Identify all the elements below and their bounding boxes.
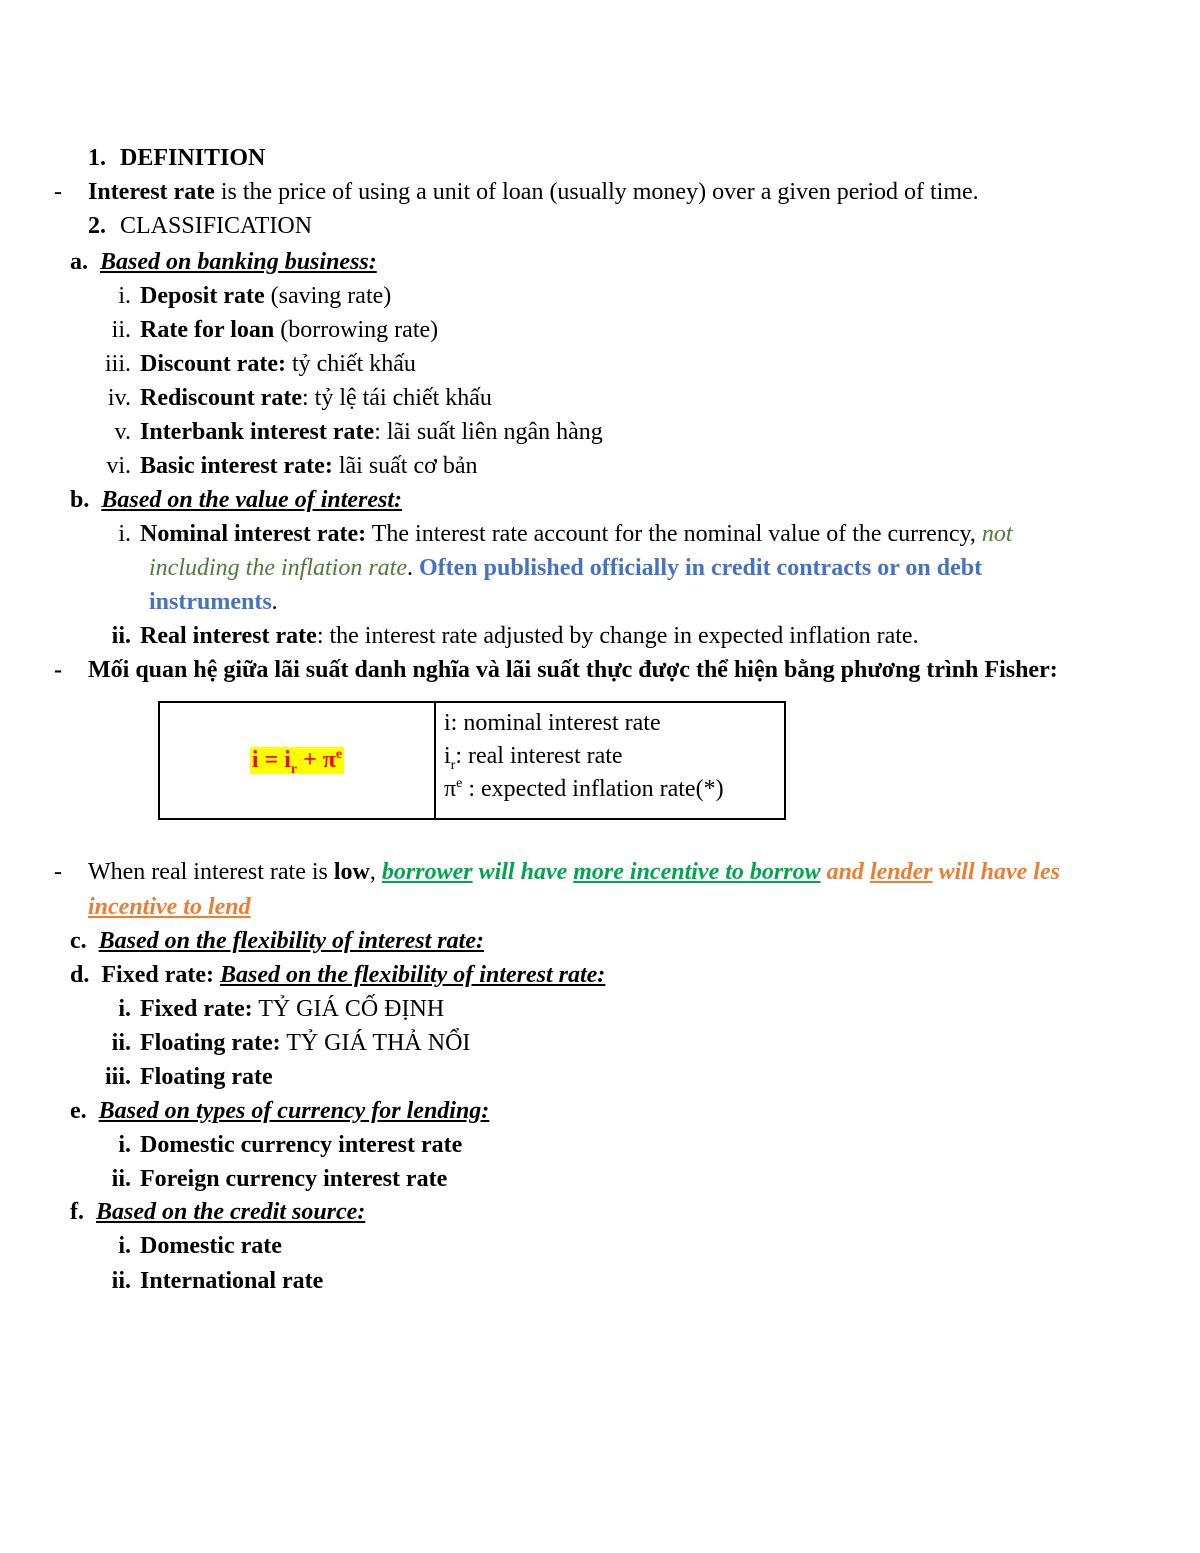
section-title: CLASSIFICATION xyxy=(120,213,313,239)
symbol: π xyxy=(444,776,457,802)
group-title: Based on the flexibility of interest rate: xyxy=(98,928,484,954)
fisher-formula xyxy=(250,747,344,777)
symbol: i xyxy=(444,743,451,769)
roman-numeral: ii. xyxy=(111,1166,131,1192)
item-text: : the interest rate adjusted by change in expected inflation rate. xyxy=(316,623,919,649)
group-title: Based on the value of interest: xyxy=(101,487,403,513)
group-d-heading xyxy=(70,960,605,990)
item-term: Nominal interest rate: xyxy=(140,521,367,547)
item-text: (saving rate) xyxy=(264,283,392,309)
item-term: Floating rate xyxy=(140,1064,273,1090)
group-letter: b. xyxy=(70,487,90,513)
section-heading-definition xyxy=(88,143,265,173)
list-item xyxy=(0,281,391,311)
definition-text: : real interest rate xyxy=(455,743,623,769)
definition-text: : expected inflation rate(*) xyxy=(462,776,724,802)
item-text: : tỷ lệ tái chiết khấu xyxy=(301,385,492,411)
dash-bullet: - xyxy=(54,179,62,205)
definition-term: Interest rate xyxy=(88,179,215,205)
roman-numeral: ii. xyxy=(111,1030,131,1056)
dash-bullet: - xyxy=(54,859,62,885)
item-term: Rate for loan xyxy=(140,317,275,343)
item-term: Interbank interest rate xyxy=(140,419,375,445)
roman-numeral: ii. xyxy=(111,1268,131,1294)
group-letter: d. xyxy=(70,962,90,988)
list-item xyxy=(0,1164,447,1194)
list-item xyxy=(0,1130,462,1160)
incentive-text: will have xyxy=(472,859,574,885)
roman-numeral: iii. xyxy=(104,351,131,377)
inflation-note: not xyxy=(981,521,1013,547)
item-term: Deposit rate xyxy=(140,283,265,309)
item-text: : lãi suất liên ngân hàng xyxy=(374,419,603,445)
inflation-note: including the inflation rate xyxy=(149,555,407,581)
item-term: Foreign currency interest rate xyxy=(140,1166,448,1192)
group-b-heading xyxy=(70,485,402,515)
incentive-text: , xyxy=(369,859,382,885)
lender-keyword: lender xyxy=(869,859,933,885)
symbol-superscript: e xyxy=(456,776,463,791)
dash-bullet: - xyxy=(54,657,62,683)
group-title: Based on banking business: xyxy=(100,249,377,275)
section-heading-classification xyxy=(88,211,312,241)
roman-numeral: vi. xyxy=(106,453,131,479)
symbol-subscript: r xyxy=(450,757,456,773)
item-term: Fixed rate: xyxy=(140,996,253,1022)
definitions-cell xyxy=(436,703,784,818)
item-text: (borrowing rate) xyxy=(274,317,439,343)
item-term: Domestic rate xyxy=(140,1233,282,1259)
item-term: Floating rate: xyxy=(140,1030,281,1056)
item-term: Discount rate: xyxy=(140,351,286,377)
published-note: instruments xyxy=(149,589,272,615)
roman-numeral: ii. xyxy=(111,623,131,649)
fisher-equation-table xyxy=(158,701,786,820)
section-number: 2. xyxy=(88,213,106,239)
item-text: lãi suất cơ bản xyxy=(332,453,478,479)
list-item xyxy=(0,451,477,481)
group-f-heading xyxy=(70,1197,365,1227)
group-letter: e. xyxy=(70,1098,87,1124)
roman-numeral: iv. xyxy=(107,385,131,411)
roman-numeral: ii. xyxy=(111,317,131,343)
fisher-intro-text: Mối quan hệ giữa lãi suất danh nghĩa và lãi suất thực được thể hiện bằng phương trình Fisher: xyxy=(88,657,1058,683)
list-item xyxy=(0,621,919,651)
list-item xyxy=(0,315,438,345)
definition-text: is the price of using a unit of loan (usually money) over a given period of time. xyxy=(214,179,979,205)
period: . xyxy=(406,555,413,581)
nominal-rate-line-1 xyxy=(0,519,1013,549)
formula-subscript: r xyxy=(290,761,298,777)
borrower-keyword: borrower xyxy=(381,859,473,885)
roman-numeral: i. xyxy=(118,1132,131,1158)
roman-numeral: v. xyxy=(114,419,131,445)
definition-real xyxy=(444,740,776,773)
formula-cell xyxy=(160,703,436,818)
item-text: TỶ GIÁ THẢ NỔI xyxy=(280,1030,471,1056)
incentive-text: and xyxy=(820,859,870,885)
nominal-rate-line-3 xyxy=(149,587,278,617)
group-letter: c. xyxy=(70,928,87,954)
section-title: DEFINITION xyxy=(120,145,266,171)
list-item xyxy=(0,994,444,1024)
period: . xyxy=(271,589,278,615)
group-a-heading xyxy=(70,247,377,277)
group-title: Based on the credit source: xyxy=(96,1199,366,1225)
item-term: Rediscount rate xyxy=(140,385,302,411)
group-prefix: Fixed rate: xyxy=(101,962,220,988)
group-letter: a. xyxy=(70,249,88,275)
roman-numeral: iii. xyxy=(104,1064,131,1090)
roman-numeral: i. xyxy=(118,1233,131,1259)
section-number: 1. xyxy=(88,145,106,171)
item-term: Basic interest rate: xyxy=(140,453,333,479)
item-term: Domestic currency interest rate xyxy=(140,1132,463,1158)
definition-nominal: i: nominal interest rate xyxy=(444,710,661,736)
list-item xyxy=(0,349,416,379)
incentive-line-2 xyxy=(88,892,251,922)
item-term: Real interest rate xyxy=(140,623,317,649)
incentive-text: will have les xyxy=(932,859,1060,885)
group-e-heading xyxy=(70,1096,489,1126)
list-item xyxy=(0,1266,323,1296)
roman-numeral: i. xyxy=(118,996,131,1022)
formula-part: i = i xyxy=(251,747,291,773)
group-c-heading xyxy=(70,926,484,956)
list-item xyxy=(0,383,492,413)
more-incentive-keyword: more incentive to borrow xyxy=(573,859,821,885)
group-title: Based on types of currency for lending: xyxy=(98,1098,490,1124)
roman-numeral: i. xyxy=(118,283,131,309)
incentive-lend-keyword: incentive to lend xyxy=(88,894,251,920)
list-item xyxy=(0,1028,470,1058)
group-title: Based on the flexibility of interest rate: xyxy=(219,962,606,988)
group-letter: f. xyxy=(70,1199,84,1225)
item-text: tỷ chiết khấu xyxy=(285,351,416,377)
formula-part: + π xyxy=(297,747,336,773)
item-text: The interest rate account for the nominal value of the currency, xyxy=(366,521,982,547)
item-term: International rate xyxy=(140,1268,324,1294)
roman-numeral: i. xyxy=(118,521,131,547)
low-keyword: low xyxy=(333,859,370,885)
list-item xyxy=(0,417,603,447)
list-item xyxy=(0,1062,273,1092)
published-note: Often published officially in credit contracts or on debt xyxy=(418,555,983,581)
incentive-text: When real interest rate is xyxy=(88,859,334,885)
list-item xyxy=(0,1231,282,1261)
item-text: TỶ GIÁ CỐ ĐỊNH xyxy=(252,996,445,1022)
definition-inflation xyxy=(444,773,776,806)
nominal-rate-line-2 xyxy=(149,553,982,583)
formula-superscript: e xyxy=(335,747,343,762)
